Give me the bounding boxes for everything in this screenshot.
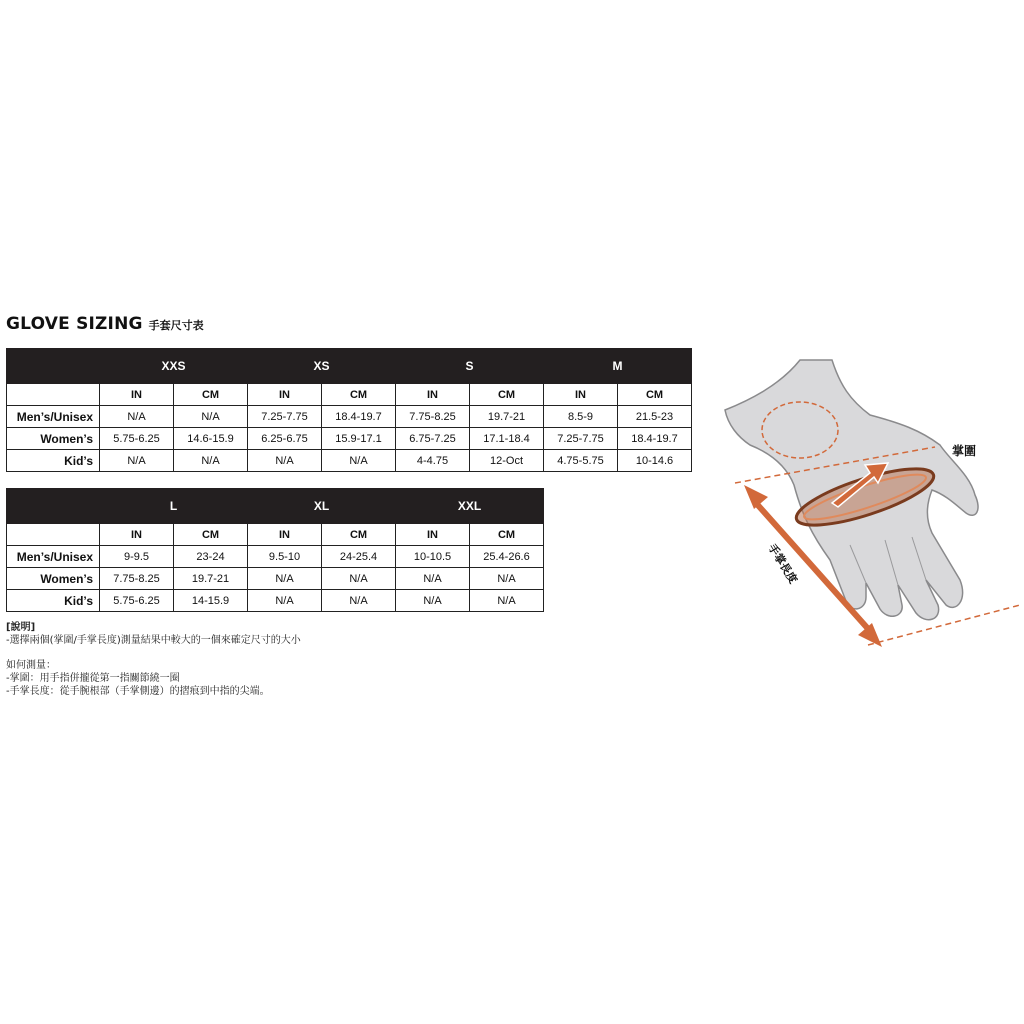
table-cell: 10-14.6 — [618, 450, 692, 472]
unit-in: IN — [544, 384, 618, 406]
unit-cm: CM — [470, 384, 544, 406]
unit-in: IN — [248, 524, 322, 546]
size-header-l: L — [100, 489, 248, 524]
size-table-2 — [6, 488, 544, 612]
table-cell: 18.4-19.7 — [322, 406, 396, 428]
table-cell: N/A — [174, 450, 248, 472]
table-cell: N/A — [322, 450, 396, 472]
notes-line: -選擇兩個(掌圍/手掌長度)測量結果中較大的一個來確定尺寸的大小 — [6, 635, 301, 646]
table-cell: 7.25-7.75 — [544, 428, 618, 450]
size-header-xs: XS — [248, 349, 396, 384]
row-label-mens: Men’s/Unisex — [7, 406, 100, 428]
table-cell: N/A — [174, 406, 248, 428]
table-cell: 4-4.75 — [396, 450, 470, 472]
table-cell: N/A — [322, 568, 396, 590]
row-label-womens: Women’s — [7, 568, 100, 590]
notes-how-heading: 如何測量： — [6, 660, 56, 671]
size-header-m: M — [544, 349, 692, 384]
table-cell: N/A — [100, 406, 174, 428]
table-cell: 9.5-10 — [248, 546, 322, 568]
notes — [6, 621, 301, 698]
table-cell: N/A — [396, 590, 470, 612]
table-row — [7, 406, 692, 428]
size-header-xxs: XXS — [100, 349, 248, 384]
header-blank — [7, 349, 100, 384]
table-cell: N/A — [322, 590, 396, 612]
table-row — [7, 568, 544, 590]
table-cell: 4.75-5.75 — [544, 450, 618, 472]
table-cell: N/A — [396, 568, 470, 590]
unit-cm: CM — [322, 524, 396, 546]
notes-line: -掌圍：用手指併攏從第一指關節繞一圈 — [6, 673, 180, 684]
table-cell: 9-9.5 — [100, 546, 174, 568]
table-cell: 18.4-19.7 — [618, 428, 692, 450]
table-row — [7, 450, 692, 472]
row-label-mens: Men’s/Unisex — [7, 546, 100, 568]
table-cell: 19.7-21 — [470, 406, 544, 428]
table-cell: 7.25-7.75 — [248, 406, 322, 428]
title-sub: 手套尺寸表 — [148, 319, 204, 332]
table-cell: N/A — [470, 590, 544, 612]
notes-line: -手掌長度：從手腕根部（手掌側邊）的摺痕到中指的尖端。 — [6, 686, 270, 697]
table-row — [7, 546, 544, 568]
table-cell: 5.75-6.25 — [100, 428, 174, 450]
length-label: 手掌長度 — [765, 541, 800, 586]
table-cell: 6.25-6.75 — [248, 428, 322, 450]
table-row — [7, 590, 544, 612]
table-cell: 23-24 — [174, 546, 248, 568]
unit-cm: CM — [470, 524, 544, 546]
size-table-1 — [6, 348, 692, 472]
table-cell: 8.5-9 — [544, 406, 618, 428]
title-main: GLOVE SIZING — [6, 314, 143, 334]
title — [6, 314, 204, 334]
table-cell: 24-25.4 — [322, 546, 396, 568]
table-cell: 19.7-21 — [174, 568, 248, 590]
unit-in: IN — [100, 384, 174, 406]
row-label-kids: Kid’s — [7, 590, 100, 612]
unit-in: IN — [396, 384, 470, 406]
table-cell: 14.6-15.9 — [174, 428, 248, 450]
unit-blank — [7, 384, 100, 406]
table-cell: 7.75-8.25 — [396, 406, 470, 428]
unit-cm: CM — [618, 384, 692, 406]
table-cell: N/A — [248, 590, 322, 612]
unit-in: IN — [396, 524, 470, 546]
header-blank — [7, 489, 100, 524]
unit-in: IN — [248, 384, 322, 406]
table-cell: 7.75-8.25 — [100, 568, 174, 590]
unit-blank — [7, 524, 100, 546]
table-cell: N/A — [248, 450, 322, 472]
table-cell: 5.75-6.25 — [100, 590, 174, 612]
table-cell: N/A — [248, 568, 322, 590]
unit-row — [7, 524, 544, 546]
row-label-kids: Kid’s — [7, 450, 100, 472]
table-cell: 15.9-17.1 — [322, 428, 396, 450]
table-cell: N/A — [470, 568, 544, 590]
unit-cm: CM — [174, 384, 248, 406]
table-cell: 21.5-23 — [618, 406, 692, 428]
size-header-xl: XL — [248, 489, 396, 524]
size-header-s: S — [396, 349, 544, 384]
table-cell: 17.1-18.4 — [470, 428, 544, 450]
size-header-xxl: XXL — [396, 489, 544, 524]
table-cell: 12-Oct — [470, 450, 544, 472]
table-cell: 25.4-26.6 — [470, 546, 544, 568]
unit-cm: CM — [322, 384, 396, 406]
row-label-womens: Women’s — [7, 428, 100, 450]
notes-heading: [說明] — [6, 622, 36, 633]
table-row — [7, 428, 692, 450]
unit-cm: CM — [174, 524, 248, 546]
table-cell: 10-10.5 — [396, 546, 470, 568]
palm-label: 掌圍 — [952, 444, 977, 458]
table-cell: 6.75-7.25 — [396, 428, 470, 450]
hand-measurement-diagram — [720, 355, 1020, 655]
table-cell: 14-15.9 — [174, 590, 248, 612]
unit-row — [7, 384, 692, 406]
table-cell: N/A — [100, 450, 174, 472]
unit-in: IN — [100, 524, 174, 546]
